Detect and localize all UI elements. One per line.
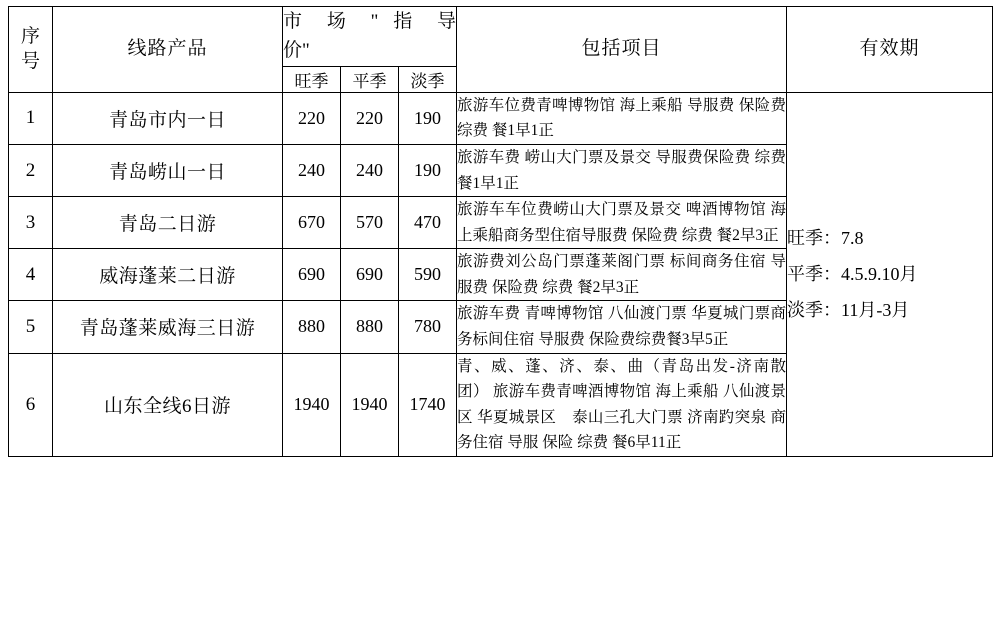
column-header-mid-season: 平季 xyxy=(341,66,399,92)
row-peak-price: 240 xyxy=(283,145,341,197)
row-items: 旅游费刘公岛门票蓬莱阁门票 标间商务住宿 导服费 保险费 综费 餐2早3正 xyxy=(457,249,787,301)
row-peak-price: 690 xyxy=(283,249,341,301)
row-low-price: 470 xyxy=(399,197,457,249)
row-product: 山东全线6日游 xyxy=(53,353,283,456)
row-low-price: 190 xyxy=(399,145,457,197)
row-no: 6 xyxy=(9,353,53,456)
table-header xyxy=(9,7,993,93)
row-items: 旅游车位费青啤博物馆 海上乘船 导服费 保险费 综费 餐1早1正 xyxy=(457,92,787,144)
column-header-no-char2: 号 xyxy=(20,51,40,73)
guide-price-line1: 市 场 " 指 导 xyxy=(283,11,457,32)
column-header-validity: 有效期 xyxy=(787,7,993,93)
validity-peak: 旺季：7.8 xyxy=(787,228,864,249)
row-product: 青岛二日游 xyxy=(53,197,283,249)
row-product: 青岛崂山一日 xyxy=(53,145,283,197)
column-header-no-char1: 序 xyxy=(20,25,40,47)
row-mid-price: 880 xyxy=(341,301,399,353)
table-row xyxy=(9,92,993,144)
row-product: 青岛市内一日 xyxy=(53,92,283,144)
row-mid-price: 220 xyxy=(341,92,399,144)
row-mid-price: 570 xyxy=(341,197,399,249)
tour-price-table xyxy=(8,6,993,457)
row-mid-price: 1940 xyxy=(341,353,399,456)
table-body xyxy=(9,92,993,456)
column-header-no xyxy=(9,7,53,93)
row-no: 1 xyxy=(9,92,53,144)
validity-mid: 平季：4.5.9.10月 xyxy=(787,264,918,285)
column-header-guide-price xyxy=(283,7,457,67)
row-low-price: 590 xyxy=(399,249,457,301)
row-no: 4 xyxy=(9,249,53,301)
row-low-price: 780 xyxy=(399,301,457,353)
row-no: 3 xyxy=(9,197,53,249)
guide-price-line2: 价" xyxy=(283,40,310,62)
row-low-price: 190 xyxy=(399,92,457,144)
validity-low: 淡季：11月-3月 xyxy=(787,300,910,321)
row-items: 旅游车费 崂山大门票及景交 导服费保险费 综费 餐1早1正 xyxy=(457,145,787,197)
column-header-items: 包括项目 xyxy=(457,7,787,93)
row-items: 旅游车车位费崂山大门票及景交 啤酒博物馆 海上乘船商务型住宿导服费 保险费 综费 餐2早3正 xyxy=(457,197,787,249)
row-mid-price: 240 xyxy=(341,145,399,197)
row-peak-price: 220 xyxy=(283,92,341,144)
column-header-peak-season: 旺季 xyxy=(283,66,341,92)
validity-cell xyxy=(787,92,993,456)
row-peak-price: 880 xyxy=(283,301,341,353)
row-product: 青岛蓬莱威海三日游 xyxy=(53,301,283,353)
row-low-price: 1740 xyxy=(399,353,457,456)
row-mid-price: 690 xyxy=(341,249,399,301)
row-items: 青、威、蓬、济、泰、曲（青岛出发-济南散团） 旅游车费青啤酒博物馆 海上乘船 八仙渡景区 华夏城景区 泰山三孔大门票 济南趵突泉 商务住宿 导服 保险 综费 餐6早11正 xyxy=(457,353,787,456)
column-header-low-season: 淡季 xyxy=(399,66,457,92)
row-peak-price: 670 xyxy=(283,197,341,249)
row-no: 2 xyxy=(9,145,53,197)
row-no: 5 xyxy=(9,301,53,353)
row-items: 旅游车费 青啤博物馆 八仙渡门票 华夏城门票商务标间住宿 导服费 保险费综费餐3早5正 xyxy=(457,301,787,353)
column-header-product: 线路产品 xyxy=(53,7,283,93)
row-peak-price: 1940 xyxy=(283,353,341,456)
row-product: 威海蓬莱二日游 xyxy=(53,249,283,301)
header-row-main xyxy=(9,7,993,67)
